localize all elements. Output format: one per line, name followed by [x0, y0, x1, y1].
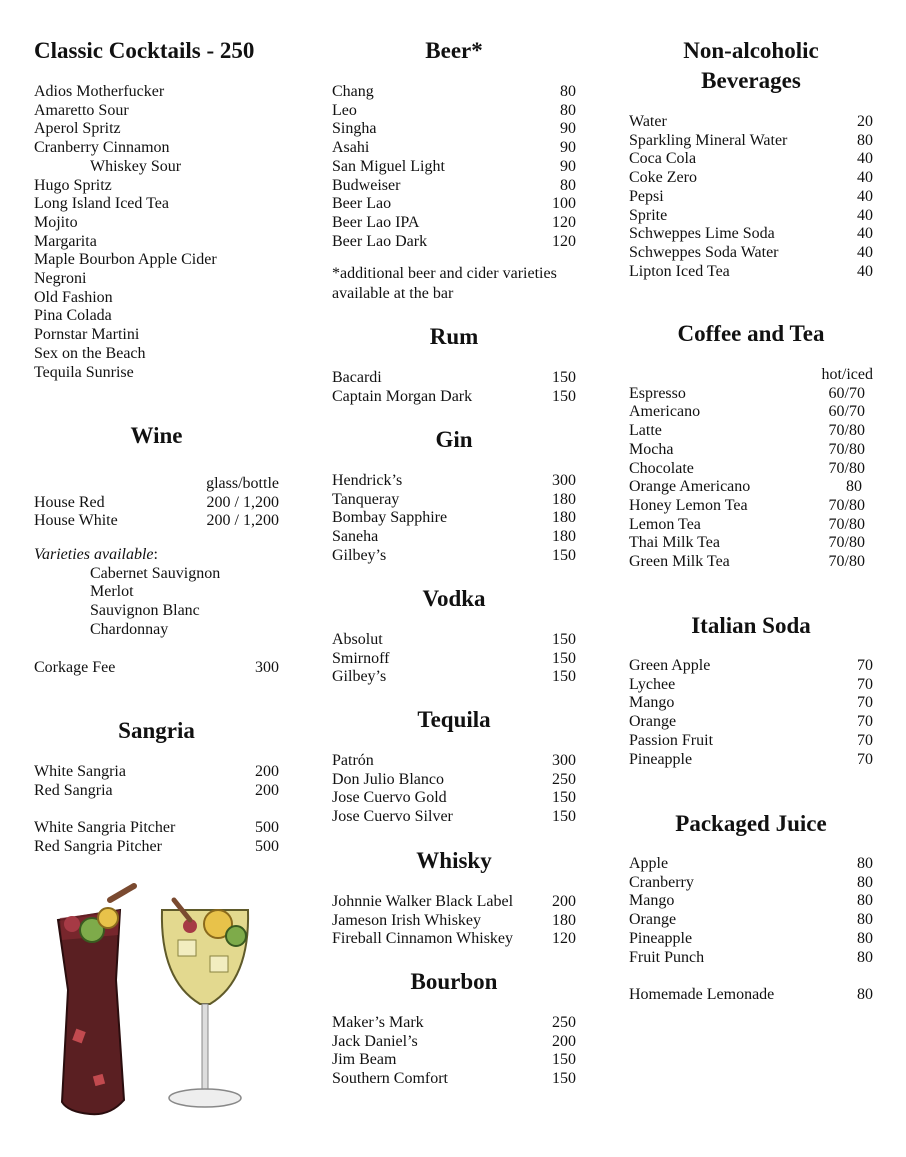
list-item: [332, 1051, 576, 1070]
item-name: Green Apple: [629, 657, 711, 674]
item-price: 90: [560, 120, 576, 138]
coffee-header: hot/iced: [821, 366, 873, 383]
list-item: [332, 930, 576, 949]
item-name: Bombay Sapphire: [332, 509, 448, 527]
item-price: 70: [857, 750, 873, 768]
item-name: Gilbey’s: [332, 546, 387, 564]
item-price: 40: [857, 243, 873, 261]
item-name: Captain Morgan Dark: [332, 387, 473, 405]
beer-list: [332, 83, 576, 251]
item-price: 200 / 1,200: [206, 512, 279, 530]
item-price: 80: [857, 985, 873, 1003]
item-name: Lipton Iced Tea: [629, 262, 730, 280]
item-price: 250: [552, 1014, 576, 1031]
item-name: Red Sangria Pitcher: [34, 837, 162, 855]
list-item: [629, 874, 873, 893]
item-price: 120: [552, 930, 576, 948]
item-name: Jim Beam: [332, 1051, 397, 1069]
list-item: [629, 150, 873, 169]
list-item: Cranberry Cinnamon: [34, 139, 170, 157]
item-price: 80: [857, 892, 873, 910]
list-item: [629, 497, 873, 516]
item-name: Jose Cuervo Gold: [332, 789, 447, 807]
item-name: Saneha: [332, 528, 379, 546]
list-item: [332, 158, 576, 177]
item-price: 80: [857, 929, 873, 947]
list-item: [629, 225, 873, 244]
list-item: [629, 657, 873, 676]
item-name: Schweppes Soda Water: [629, 243, 779, 261]
list-item: Pornstar Martini: [34, 326, 140, 344]
item-name: Orange: [629, 911, 677, 929]
item-name: Water: [629, 113, 667, 130]
item-price: 180: [552, 911, 576, 929]
item-price: 20: [857, 113, 873, 130]
list-item: [332, 1070, 576, 1089]
list-item: [629, 751, 873, 770]
list-item: [332, 509, 576, 528]
item-name: Jose Cuervo Silver: [332, 808, 453, 826]
item-price: 150: [552, 789, 576, 807]
item-name: Tanqueray: [332, 490, 400, 508]
list-item: Chardonnay: [90, 620, 169, 638]
item-name: Leo: [332, 101, 357, 119]
item-price: 60/70: [828, 384, 865, 402]
list-item: Merlot: [90, 583, 134, 601]
gin-title: Gin: [435, 427, 473, 452]
list-item: [332, 139, 576, 158]
item-price: 200: [552, 1032, 576, 1050]
item-name: Coca Cola: [629, 150, 697, 168]
list-item: [629, 930, 873, 949]
list-item: [332, 120, 576, 139]
whisky-title: Whisky: [416, 848, 492, 873]
item-price: 80: [857, 873, 873, 891]
item-name: Orange Americano: [629, 478, 751, 496]
list-item: [629, 553, 873, 572]
wine-list: [34, 475, 279, 531]
list-item: [629, 422, 873, 441]
list-item: [629, 713, 873, 732]
list-item: [629, 113, 873, 132]
item-price: 120: [552, 232, 576, 250]
item-name: Singha: [332, 120, 377, 138]
list-item: [332, 214, 576, 233]
list-item: [629, 694, 873, 713]
item-name: Apple: [629, 855, 669, 872]
list-item: [34, 782, 279, 801]
item-name: Schweppes Lime Soda: [629, 225, 775, 243]
item-name: Absolut: [332, 631, 383, 648]
list-item: [332, 177, 576, 196]
item-price: 180: [552, 528, 576, 546]
item-name: Smirnoff: [332, 649, 390, 667]
item-name: San Miguel Light: [332, 157, 445, 175]
item-name: Orange: [629, 713, 677, 731]
item-price: 500: [255, 837, 279, 855]
item-price: 150: [552, 668, 576, 686]
item-name: Maker’s Mark: [332, 1014, 424, 1031]
item-price: 40: [857, 225, 873, 243]
item-price: 180: [552, 490, 576, 508]
item-price: 80: [560, 83, 576, 100]
item-price: 70: [857, 657, 873, 674]
list-item: [34, 659, 279, 678]
item-name: Latte: [629, 422, 662, 440]
item-name: Johnnie Walker Black Label: [332, 893, 514, 910]
list-item: [332, 650, 576, 669]
list-item: [332, 369, 576, 388]
nonalcoholic-list: [629, 113, 873, 281]
list-item: [629, 244, 873, 263]
list-item: [332, 668, 576, 687]
item-price: 180: [552, 509, 576, 527]
item-name: Jameson Irish Whiskey: [332, 911, 482, 929]
item-price: 150: [552, 631, 576, 648]
item-name: Honey Lemon Tea: [629, 496, 748, 514]
coffee-tea-title: Coffee and Tea: [677, 321, 825, 346]
item-price: 70/80: [828, 440, 865, 458]
item-name: Sprite: [629, 206, 668, 224]
item-name: Chocolate: [629, 459, 694, 477]
list-item: Tequila Sunrise: [34, 363, 134, 381]
list-item: Sex on the Beach: [34, 344, 146, 362]
item-price: 70/80: [828, 553, 865, 571]
list-item: [332, 789, 576, 808]
item-price: 150: [552, 1070, 576, 1088]
list-item: [629, 132, 873, 151]
item-name: White Sangria Pitcher: [34, 819, 176, 837]
list-item: [332, 472, 576, 491]
item-name: Green Milk Tea: [629, 553, 730, 571]
item-price: 40: [857, 262, 873, 280]
list-item: Adios Motherfucker: [34, 83, 165, 100]
list-item: [629, 855, 873, 874]
list-item: [629, 207, 873, 226]
item-name: Pineapple: [629, 750, 693, 768]
list-item: [34, 512, 279, 531]
item-price: 70: [857, 713, 873, 731]
varieties-label: Varieties available:: [34, 546, 158, 563]
item-name: Passion Fruit: [629, 731, 714, 749]
item-price: 150: [552, 808, 576, 826]
sangria-illustration: [50, 880, 270, 1120]
item-price: 150: [552, 1051, 576, 1069]
item-price: 80: [560, 176, 576, 194]
item-price: 120: [552, 213, 576, 231]
item-price: 150: [552, 546, 576, 564]
list-item: [629, 169, 873, 188]
nonalcoholic-title-line1: Non-alcoholic: [683, 38, 819, 63]
list-item: [629, 441, 873, 460]
item-name: Chang: [332, 83, 374, 100]
item-price: 70/80: [828, 534, 865, 552]
list-item: [629, 403, 873, 422]
packaged-juice-list: [629, 855, 873, 1005]
rum-title: Rum: [429, 324, 479, 349]
item-name: Sparkling Mineral Water: [629, 131, 788, 149]
item-name: Lychee: [629, 675, 676, 693]
item-price: 70/80: [828, 459, 865, 477]
item-price: 40: [857, 187, 873, 205]
list-item: [629, 986, 873, 1005]
item-name: Asahi: [332, 139, 370, 157]
tequila-list: [332, 752, 576, 827]
list-item: Sauvignon Blanc: [90, 602, 200, 620]
list-item: [332, 83, 576, 102]
item-price: 60/70: [828, 403, 865, 421]
list-item: [332, 1033, 576, 1052]
item-price: 300: [255, 659, 279, 676]
rum-list: [332, 369, 576, 406]
list-item: Negroni: [34, 270, 87, 288]
list-item: Pina Colada: [34, 307, 112, 325]
list-item: [332, 893, 576, 912]
item-name: Red Sangria: [34, 781, 113, 799]
item-price: 200: [552, 893, 576, 910]
packaged-juice-title: Packaged Juice: [675, 811, 827, 836]
list-item: [332, 388, 576, 407]
item-price: 70/80: [828, 496, 865, 514]
item-price: 90: [560, 157, 576, 175]
classic-cocktails-title: Classic Cocktails - 250: [34, 38, 255, 63]
tequila-title: Tequila: [417, 707, 491, 732]
sangria-pitcher-icon: [58, 886, 134, 1114]
italian-soda-list: [629, 657, 873, 769]
list-item: [34, 819, 279, 838]
list-item: [629, 892, 873, 911]
item-name: Beer Lao: [332, 195, 392, 213]
item-price: 200: [255, 763, 279, 780]
item-price: 150: [552, 387, 576, 405]
item-price: 200: [255, 781, 279, 799]
item-name: Corkage Fee: [34, 659, 116, 676]
item-name: Fruit Punch: [629, 948, 705, 966]
italian-soda-title: Italian Soda: [691, 613, 811, 638]
item-name: Mocha: [629, 440, 674, 458]
sangria-list: [34, 763, 279, 857]
wine-header: glass/bottle: [206, 475, 279, 492]
wine-header-row: [34, 475, 279, 494]
list-item: Maple Bourbon Apple Cider: [34, 251, 217, 269]
list-item: [332, 233, 576, 252]
item-price: 40: [857, 206, 873, 224]
item-price: 70: [857, 731, 873, 749]
list-item: [332, 912, 576, 931]
list-item: [332, 195, 576, 214]
item-name: Bacardi: [332, 369, 382, 386]
list-item: Mojito: [34, 213, 78, 231]
item-price: 80: [846, 478, 862, 496]
beer-title: Beer*: [425, 38, 483, 63]
item-price: 40: [857, 169, 873, 187]
list-item: [34, 763, 279, 782]
item-price: 150: [552, 369, 576, 386]
item-name: Beer Lao Dark: [332, 232, 428, 250]
sangria-title: Sangria: [118, 718, 195, 743]
vodka-title: Vodka: [422, 586, 486, 611]
item-name: Espresso: [629, 384, 686, 402]
list-item: [629, 676, 873, 695]
item-name: Don Julio Blanco: [332, 770, 444, 788]
list-item: Aperol Spritz: [34, 120, 121, 138]
list-item: [629, 478, 873, 497]
item-name: Southern Comfort: [332, 1070, 448, 1088]
item-price: 300: [552, 472, 576, 489]
list-item: Amaretto Sour: [34, 101, 129, 119]
list-item: [332, 752, 576, 771]
item-name: House Red: [34, 493, 105, 511]
item-name: Americano: [629, 403, 701, 421]
item-name: Fireball Cinnamon Whiskey: [332, 930, 514, 948]
nonalcoholic-title-line2: Beverages: [701, 68, 801, 93]
item-price: 150: [552, 649, 576, 667]
list-item: [629, 516, 873, 535]
beer-note: *additional beer and cider varieties available at the bar: [332, 265, 557, 302]
item-name: Hendrick’s: [332, 472, 403, 489]
list-item: Hugo Spritz: [34, 176, 112, 194]
list-item: [34, 838, 279, 857]
list-item: [629, 263, 873, 282]
item-name: Homemade Lemonade: [629, 985, 775, 1003]
item-name: Gilbey’s: [332, 668, 387, 686]
classic-cocktails-list: [34, 83, 279, 382]
item-name: Jack Daniel’s: [332, 1032, 418, 1050]
item-name: Mango: [629, 694, 675, 712]
list-item: [629, 911, 873, 930]
wine-varieties: [34, 546, 279, 640]
bourbon-list: [332, 1014, 576, 1089]
list-item: [629, 732, 873, 751]
list-item: Old Fashion: [34, 288, 113, 306]
item-name: Coke Zero: [629, 169, 697, 187]
wine-title: Wine: [130, 423, 183, 448]
corkage: [34, 659, 279, 678]
coffee-header-row: [629, 366, 873, 385]
list-item: Long Island Iced Tea: [34, 195, 169, 213]
list-item: [629, 385, 873, 404]
item-name: Mango: [629, 892, 675, 910]
item-name: Budweiser: [332, 176, 401, 194]
list-item: [629, 188, 873, 207]
list-item: [629, 460, 873, 479]
item-name: Patrón: [332, 752, 374, 769]
coffee-tea-list: [629, 366, 873, 572]
item-name: Cranberry: [629, 873, 694, 891]
item-price: 500: [255, 819, 279, 837]
list-item: [34, 494, 279, 513]
item-price: 70/80: [828, 515, 865, 533]
item-price: 80: [857, 131, 873, 149]
list-item: [332, 528, 576, 547]
item-price: 80: [560, 101, 576, 119]
item-price: 80: [857, 855, 873, 872]
item-price: 80: [857, 948, 873, 966]
item-price: 70/80: [828, 422, 865, 440]
item-name: Pepsi: [629, 187, 664, 205]
item-price: 40: [857, 150, 873, 168]
item-price: 70: [857, 694, 873, 712]
whisky-list: [332, 893, 576, 949]
item-name: Beer Lao IPA: [332, 213, 420, 231]
item-price: 200 / 1,200: [206, 493, 279, 511]
bourbon-title: Bourbon: [410, 969, 498, 994]
list-item: [332, 808, 576, 827]
list-item: [332, 771, 576, 790]
item-name: Lemon Tea: [629, 515, 701, 533]
item-price: 80: [857, 911, 873, 929]
vodka-list: [332, 631, 576, 687]
item-price: 300: [552, 752, 576, 769]
item-name: White Sangria: [34, 763, 126, 780]
list-item: [629, 949, 873, 968]
item-price: 100: [552, 195, 576, 213]
gin-list: [332, 472, 576, 566]
item-name: House White: [34, 512, 118, 530]
list-item: [332, 491, 576, 510]
list-item: [332, 1014, 576, 1033]
list-item: [629, 534, 873, 553]
item-price: 250: [552, 770, 576, 788]
sangria-glass-icon: [162, 900, 248, 1107]
item-name: Pineapple: [629, 929, 693, 947]
list-item: [332, 631, 576, 650]
list-item: Cabernet Sauvignon: [90, 564, 221, 582]
item-price: 90: [560, 139, 576, 157]
item-price: 70: [857, 675, 873, 693]
list-item: Whiskey Sour: [90, 157, 182, 175]
list-item: [332, 547, 576, 566]
list-item: [332, 102, 576, 121]
item-name: Thai Milk Tea: [629, 534, 721, 552]
list-item: Margarita: [34, 232, 97, 250]
